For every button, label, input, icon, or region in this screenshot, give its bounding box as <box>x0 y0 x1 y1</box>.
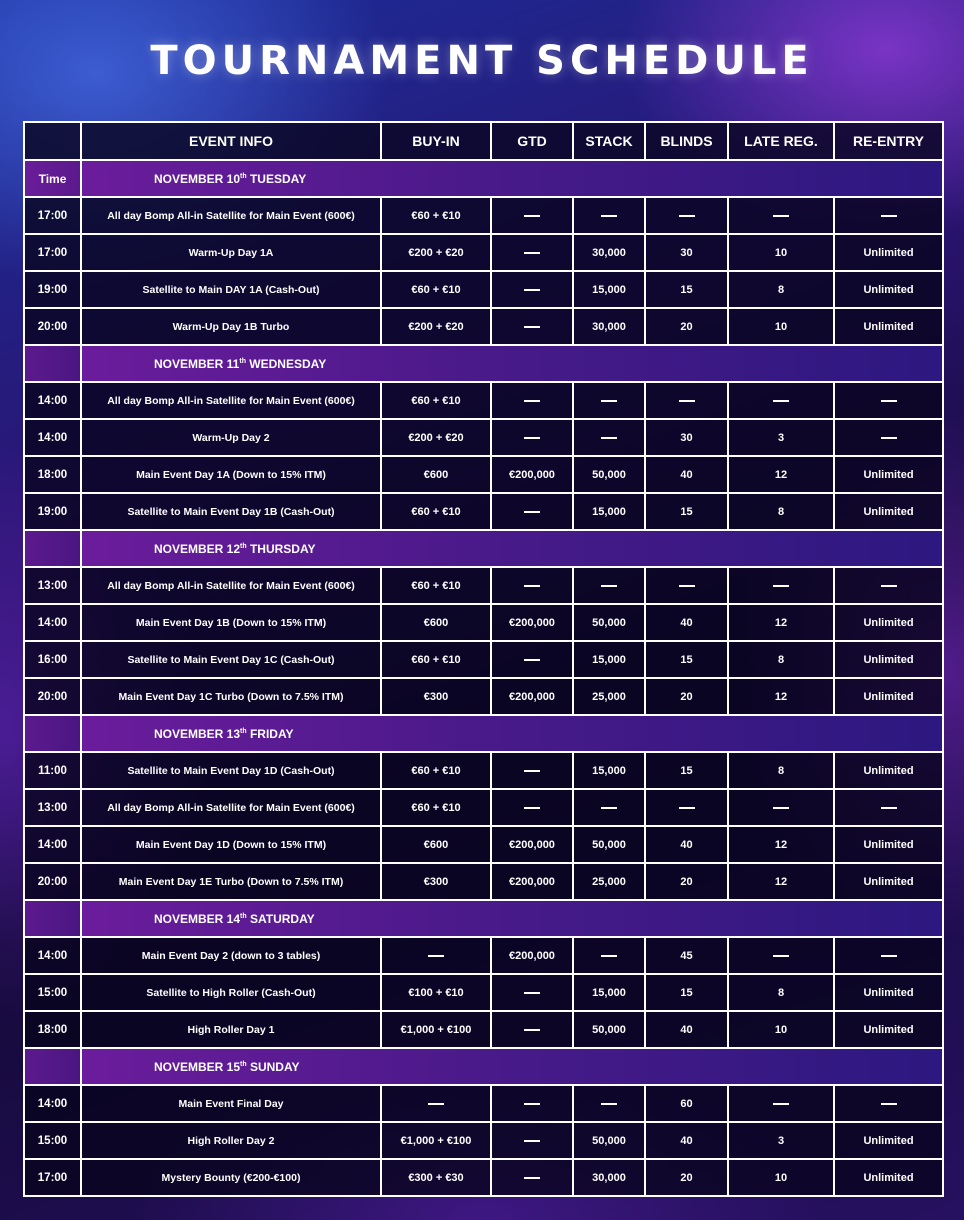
gtd-empty <box>491 1011 573 1048</box>
dash-icon <box>773 955 789 957</box>
blinds-value: 40 <box>645 1011 728 1048</box>
day-title-weekday: TUESDAY <box>246 171 307 186</box>
dash-icon <box>524 1177 540 1179</box>
gtd-empty <box>491 641 573 678</box>
event-name: High Roller Day 2 <box>81 1122 381 1159</box>
re-entry-empty <box>834 382 943 419</box>
re-entry-value: Unlimited <box>834 1122 943 1159</box>
late-reg-value: 8 <box>728 493 834 530</box>
dash-icon <box>524 252 540 254</box>
event-time: 18:00 <box>24 1011 81 1048</box>
blinds-value: 30 <box>645 419 728 456</box>
table-row <box>24 863 943 900</box>
dash-icon <box>773 1103 789 1105</box>
event-time: 15:00 <box>24 1122 81 1159</box>
table-row <box>24 382 943 419</box>
day-title-ordinal: th <box>240 172 247 180</box>
buy-in-value: €600 <box>381 456 491 493</box>
table-row <box>24 937 943 974</box>
day-title <box>81 530 943 567</box>
day-header-spacer <box>24 345 81 382</box>
gtd-value: €200,000 <box>491 604 573 641</box>
re-entry-value: Unlimited <box>834 308 943 345</box>
time-column-label: Time <box>24 160 81 197</box>
blinds-value: 60 <box>645 1085 728 1122</box>
event-name: Main Event Day 1C Turbo (Down to 7.5% ITM) <box>81 678 381 715</box>
buy-in-value: €200 + €20 <box>381 308 491 345</box>
blinds-value: 45 <box>645 937 728 974</box>
buy-in-value: €60 + €10 <box>381 641 491 678</box>
dash-icon <box>524 585 540 587</box>
late-reg-empty <box>728 382 834 419</box>
re-entry-value: Unlimited <box>834 752 943 789</box>
day-title-date: NOVEMBER 13 <box>154 726 241 741</box>
table-row <box>24 567 943 604</box>
dash-icon <box>524 807 540 809</box>
dash-icon <box>524 1029 540 1031</box>
re-entry-value: Unlimited <box>834 678 943 715</box>
blinds-value: 40 <box>645 456 728 493</box>
day-title-weekday: FRIDAY <box>246 726 294 741</box>
stack-value: 50,000 <box>573 1122 645 1159</box>
stack-value: 30,000 <box>573 234 645 271</box>
header-row <box>24 122 943 160</box>
event-name: Satellite to Main Event Day 1C (Cash-Out) <box>81 641 381 678</box>
stack-value: 50,000 <box>573 826 645 863</box>
event-name: Main Event Final Day <box>81 1085 381 1122</box>
gtd-value: €200,000 <box>491 863 573 900</box>
dash-icon <box>601 437 617 439</box>
dash-icon <box>524 1140 540 1142</box>
event-time: 20:00 <box>24 863 81 900</box>
late-reg-empty <box>728 937 834 974</box>
buy-in-empty <box>381 1085 491 1122</box>
day-header-spacer <box>24 900 81 937</box>
event-time: 16:00 <box>24 641 81 678</box>
table-row <box>24 604 943 641</box>
day-title-date: NOVEMBER 10 <box>154 171 241 186</box>
table-row <box>24 308 943 345</box>
table-row <box>24 197 943 234</box>
re-entry-empty <box>834 197 943 234</box>
stack-value: 15,000 <box>573 271 645 308</box>
dash-icon <box>524 1103 540 1105</box>
day-title-ordinal: th <box>240 1060 247 1068</box>
blinds-value: 15 <box>645 752 728 789</box>
gtd-empty <box>491 493 573 530</box>
blinds-value: 15 <box>645 641 728 678</box>
event-name: All day Bomp All-in Satellite for Main Event (600€) <box>81 382 381 419</box>
event-name: Warm-Up Day 1A <box>81 234 381 271</box>
stack-empty <box>573 567 645 604</box>
buy-in-value: €300 + €30 <box>381 1159 491 1196</box>
day-title-weekday: WEDNESDAY <box>245 356 327 371</box>
event-time: 17:00 <box>24 197 81 234</box>
dash-icon <box>524 289 540 291</box>
stack-empty <box>573 1085 645 1122</box>
buy-in-value: €300 <box>381 678 491 715</box>
blinds-value: 20 <box>645 308 728 345</box>
event-time: 19:00 <box>24 271 81 308</box>
buy-in-value: €600 <box>381 826 491 863</box>
table-row <box>24 678 943 715</box>
gtd-empty <box>491 382 573 419</box>
day-header-row <box>24 715 943 752</box>
stack-value: 50,000 <box>573 456 645 493</box>
dash-icon <box>881 955 897 957</box>
dash-icon <box>601 807 617 809</box>
table-row <box>24 419 943 456</box>
gtd-value: €200,000 <box>491 826 573 863</box>
event-time: 11:00 <box>24 752 81 789</box>
stack-value: 15,000 <box>573 752 645 789</box>
buy-in-value: €1,000 + €100 <box>381 1011 491 1048</box>
buy-in-value: €60 + €10 <box>381 789 491 826</box>
event-name: Main Event Day 1A (Down to 15% ITM) <box>81 456 381 493</box>
buy-in-value: €60 + €10 <box>381 493 491 530</box>
day-title-date: NOVEMBER 15 <box>154 1059 241 1074</box>
schedule-body <box>24 160 943 1196</box>
header-blinds: BLINDS <box>645 122 728 160</box>
day-title-weekday: SATURDAY <box>246 911 315 926</box>
dash-icon <box>881 585 897 587</box>
blinds-value: 20 <box>645 678 728 715</box>
re-entry-empty <box>834 1085 943 1122</box>
dash-icon <box>679 400 695 402</box>
day-header-row <box>24 530 943 567</box>
event-name: Mystery Bounty (€200-€100) <box>81 1159 381 1196</box>
event-time: 14:00 <box>24 419 81 456</box>
re-entry-value: Unlimited <box>834 1011 943 1048</box>
dash-icon <box>881 807 897 809</box>
gtd-empty <box>491 271 573 308</box>
schedule-table <box>23 121 944 1197</box>
table-row <box>24 789 943 826</box>
blinds-value: 15 <box>645 271 728 308</box>
gtd-empty <box>491 197 573 234</box>
dash-icon <box>524 511 540 513</box>
re-entry-empty <box>834 789 943 826</box>
gtd-empty <box>491 1085 573 1122</box>
buy-in-value: €60 + €10 <box>381 197 491 234</box>
stack-value: 50,000 <box>573 604 645 641</box>
day-header-row <box>24 160 943 197</box>
dash-icon <box>679 585 695 587</box>
day-title-ordinal: th <box>240 912 247 920</box>
late-reg-value: 12 <box>728 604 834 641</box>
day-header-row <box>24 900 943 937</box>
gtd-empty <box>491 419 573 456</box>
event-name: Warm-Up Day 2 <box>81 419 381 456</box>
blinds-value: 40 <box>645 604 728 641</box>
buy-in-value: €200 + €20 <box>381 234 491 271</box>
re-entry-value: Unlimited <box>834 826 943 863</box>
dash-icon <box>524 437 540 439</box>
dash-icon <box>601 1103 617 1105</box>
buy-in-value: €300 <box>381 863 491 900</box>
event-name: Satellite to Main DAY 1A (Cash-Out) <box>81 271 381 308</box>
late-reg-value: 12 <box>728 826 834 863</box>
day-header-spacer <box>24 1048 81 1085</box>
dash-icon <box>428 955 444 957</box>
dash-icon <box>679 215 695 217</box>
dash-icon <box>773 585 789 587</box>
late-reg-value: 10 <box>728 1159 834 1196</box>
dash-icon <box>524 400 540 402</box>
event-name: Satellite to Main Event Day 1B (Cash-Out) <box>81 493 381 530</box>
dash-icon <box>601 215 617 217</box>
page-title: TOURNAMENT SCHEDULE <box>150 38 814 84</box>
re-entry-value: Unlimited <box>834 863 943 900</box>
re-entry-empty <box>834 567 943 604</box>
header-late-reg: LATE REG. <box>728 122 834 160</box>
day-header-row <box>24 1048 943 1085</box>
dash-icon <box>773 215 789 217</box>
re-entry-value: Unlimited <box>834 271 943 308</box>
stack-value: 25,000 <box>573 678 645 715</box>
table-row <box>24 271 943 308</box>
day-header-spacer <box>24 530 81 567</box>
buy-in-value: €60 + €10 <box>381 271 491 308</box>
gtd-value: €200,000 <box>491 678 573 715</box>
dash-icon <box>524 770 540 772</box>
header-gtd: GTD <box>491 122 573 160</box>
table-row <box>24 974 943 1011</box>
table-row <box>24 1122 943 1159</box>
event-name: Main Event Day 1E Turbo (Down to 7.5% ITM) <box>81 863 381 900</box>
header-event-info: EVENT INFO <box>81 122 381 160</box>
dash-icon <box>773 807 789 809</box>
event-time: 20:00 <box>24 308 81 345</box>
gtd-empty <box>491 752 573 789</box>
late-reg-empty <box>728 789 834 826</box>
event-name: High Roller Day 1 <box>81 1011 381 1048</box>
event-name: Satellite to Main Event Day 1D (Cash-Out) <box>81 752 381 789</box>
blinds-value: 40 <box>645 826 728 863</box>
re-entry-value: Unlimited <box>834 641 943 678</box>
buy-in-value: €600 <box>381 604 491 641</box>
event-time: 13:00 <box>24 789 81 826</box>
table-row <box>24 1011 943 1048</box>
late-reg-value: 3 <box>728 1122 834 1159</box>
event-time: 17:00 <box>24 234 81 271</box>
late-reg-value: 8 <box>728 752 834 789</box>
gtd-empty <box>491 308 573 345</box>
late-reg-value: 10 <box>728 308 834 345</box>
dash-icon <box>601 585 617 587</box>
re-entry-value: Unlimited <box>834 493 943 530</box>
table-row <box>24 234 943 271</box>
header-stack: STACK <box>573 122 645 160</box>
table-row <box>24 752 943 789</box>
re-entry-value: Unlimited <box>834 604 943 641</box>
stack-empty <box>573 419 645 456</box>
late-reg-value: 8 <box>728 641 834 678</box>
blinds-value: 20 <box>645 863 728 900</box>
table-row <box>24 456 943 493</box>
stack-value: 30,000 <box>573 308 645 345</box>
day-title <box>81 900 943 937</box>
dash-icon <box>524 659 540 661</box>
late-reg-value: 12 <box>728 678 834 715</box>
event-time: 14:00 <box>24 1085 81 1122</box>
blinds-empty <box>645 382 728 419</box>
buy-in-value: €1,000 + €100 <box>381 1122 491 1159</box>
dash-icon <box>601 955 617 957</box>
late-reg-value: 12 <box>728 456 834 493</box>
day-title <box>81 715 943 752</box>
day-title-weekday: THURSDAY <box>246 541 316 556</box>
stack-empty <box>573 382 645 419</box>
blinds-value: 30 <box>645 234 728 271</box>
gtd-empty <box>491 1122 573 1159</box>
event-time: 18:00 <box>24 456 81 493</box>
buy-in-value: €60 + €10 <box>381 752 491 789</box>
event-name: All day Bomp All-in Satellite for Main Event (600€) <box>81 567 381 604</box>
event-name: Satellite to High Roller (Cash-Out) <box>81 974 381 1011</box>
event-time: 14:00 <box>24 604 81 641</box>
day-title-date: NOVEMBER 12 <box>154 541 241 556</box>
event-time: 20:00 <box>24 678 81 715</box>
dash-icon <box>881 400 897 402</box>
day-title <box>81 160 943 197</box>
day-title-ordinal: th <box>239 357 246 365</box>
re-entry-empty <box>834 937 943 974</box>
gtd-empty <box>491 974 573 1011</box>
late-reg-value: 8 <box>728 974 834 1011</box>
day-title <box>81 345 943 382</box>
gtd-empty <box>491 234 573 271</box>
event-time: 15:00 <box>24 974 81 1011</box>
late-reg-value: 12 <box>728 863 834 900</box>
late-reg-empty <box>728 197 834 234</box>
blinds-value: 15 <box>645 493 728 530</box>
table-row <box>24 493 943 530</box>
table-row <box>24 641 943 678</box>
blinds-empty <box>645 789 728 826</box>
re-entry-value: Unlimited <box>834 456 943 493</box>
re-entry-value: Unlimited <box>834 1159 943 1196</box>
table-row <box>24 1085 943 1122</box>
gtd-value: €200,000 <box>491 456 573 493</box>
buy-in-empty <box>381 937 491 974</box>
blinds-empty <box>645 197 728 234</box>
event-time: 17:00 <box>24 1159 81 1196</box>
stack-value: 15,000 <box>573 974 645 1011</box>
header-buy-in: BUY-IN <box>381 122 491 160</box>
header-time <box>24 122 81 160</box>
buy-in-value: €60 + €10 <box>381 567 491 604</box>
event-name: Warm-Up Day 1B Turbo <box>81 308 381 345</box>
event-time: 13:00 <box>24 567 81 604</box>
day-header-row <box>24 345 943 382</box>
day-title-ordinal: th <box>240 542 247 550</box>
re-entry-value: Unlimited <box>834 234 943 271</box>
gtd-value: €200,000 <box>491 937 573 974</box>
dash-icon <box>524 992 540 994</box>
gtd-empty <box>491 567 573 604</box>
blinds-value: 20 <box>645 1159 728 1196</box>
buy-in-value: €60 + €10 <box>381 382 491 419</box>
table-row <box>24 826 943 863</box>
gtd-empty <box>491 789 573 826</box>
stack-value: 25,000 <box>573 863 645 900</box>
table-row <box>24 1159 943 1196</box>
blinds-value: 40 <box>645 1122 728 1159</box>
late-reg-empty <box>728 567 834 604</box>
stack-empty <box>573 197 645 234</box>
late-reg-value: 3 <box>728 419 834 456</box>
gtd-empty <box>491 1159 573 1196</box>
day-title-weekday: SUNDAY <box>246 1059 300 1074</box>
event-name: Main Event Day 2 (down to 3 tables) <box>81 937 381 974</box>
header-re-entry: RE-ENTRY <box>834 122 943 160</box>
dash-icon <box>773 400 789 402</box>
dash-icon <box>881 1103 897 1105</box>
re-entry-empty <box>834 419 943 456</box>
dash-icon <box>524 326 540 328</box>
day-title-date: NOVEMBER 14 <box>154 911 241 926</box>
blinds-value: 15 <box>645 974 728 1011</box>
dash-icon <box>524 215 540 217</box>
re-entry-value: Unlimited <box>834 974 943 1011</box>
late-reg-value: 10 <box>728 234 834 271</box>
dash-icon <box>679 807 695 809</box>
buy-in-value: €200 + €20 <box>381 419 491 456</box>
event-name: Main Event Day 1D (Down to 15% ITM) <box>81 826 381 863</box>
day-header-spacer <box>24 715 81 752</box>
late-reg-value: 8 <box>728 271 834 308</box>
day-title-ordinal: th <box>240 727 247 735</box>
event-name: Main Event Day 1B (Down to 15% ITM) <box>81 604 381 641</box>
event-time: 14:00 <box>24 382 81 419</box>
stack-empty <box>573 789 645 826</box>
dash-icon <box>428 1103 444 1105</box>
stack-value: 30,000 <box>573 1159 645 1196</box>
dash-icon <box>601 400 617 402</box>
stack-value: 15,000 <box>573 641 645 678</box>
blinds-empty <box>645 567 728 604</box>
event-time: 14:00 <box>24 937 81 974</box>
stack-value: 50,000 <box>573 1011 645 1048</box>
event-name: All day Bomp All-in Satellite for Main Event (600€) <box>81 789 381 826</box>
day-title-date: NOVEMBER 11 <box>154 356 240 371</box>
buy-in-value: €100 + €10 <box>381 974 491 1011</box>
event-time: 19:00 <box>24 493 81 530</box>
dash-icon <box>881 437 897 439</box>
day-title <box>81 1048 943 1085</box>
dash-icon <box>881 215 897 217</box>
stack-value: 15,000 <box>573 493 645 530</box>
late-reg-value: 10 <box>728 1011 834 1048</box>
stack-empty <box>573 937 645 974</box>
late-reg-empty <box>728 1085 834 1122</box>
event-time: 14:00 <box>24 826 81 863</box>
event-name: All day Bomp All-in Satellite for Main Event (600€) <box>81 197 381 234</box>
